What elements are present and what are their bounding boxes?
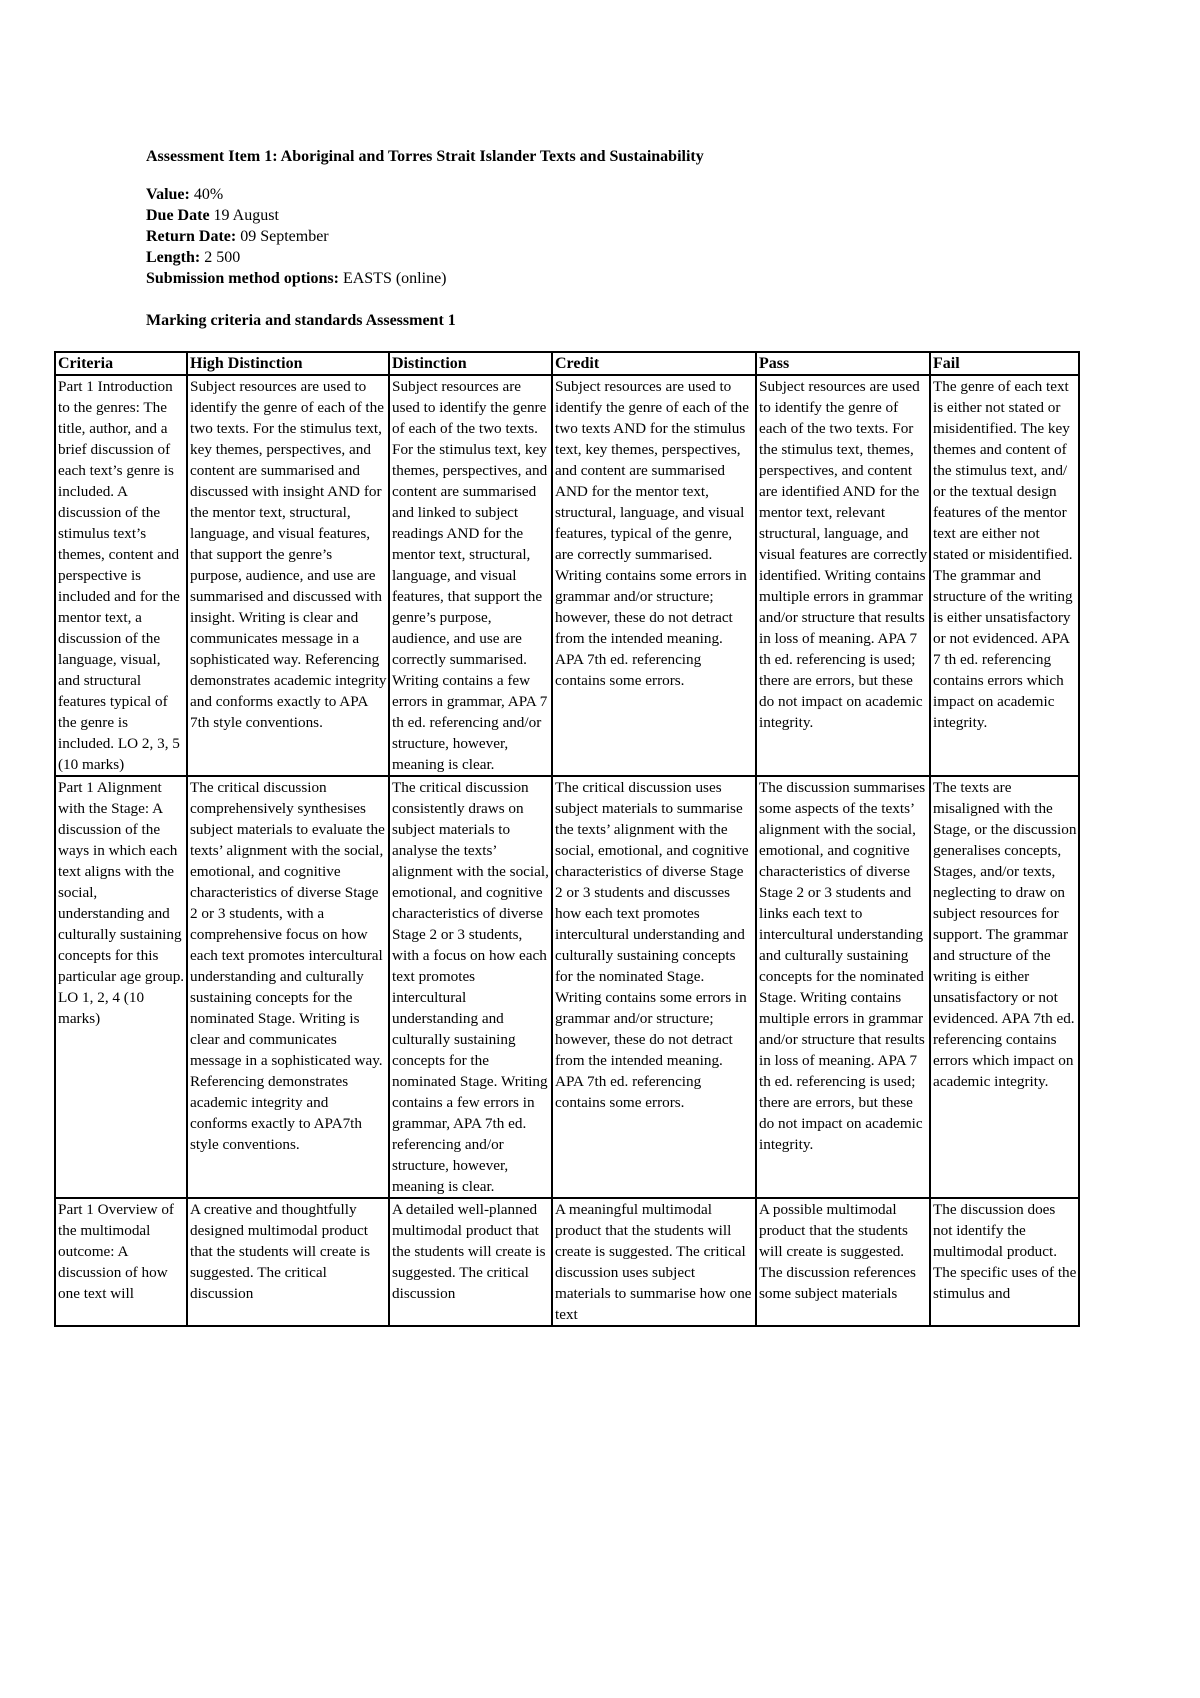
pass-cell: The discussion summarises some aspects of the texts’ alignment with the social, emotional, and cognitive characteristics of diverse Stage 2 or 3 students and links each text to intercultural understanding and culturally sustaining concepts for the nominated Stage. Writing contains multiple errors in grammar and/or structure that results in loss of meaning. APA 7 th ed. referencing is used; there are errors, but these do not impact on academic integrity. xyxy=(756,776,930,1198)
table-row xyxy=(55,1198,1079,1326)
assessment-title: Assessment Item 1: Aboriginal and Torres Strait Islander Texts and Sustainability xyxy=(146,148,704,165)
rubric-header-row xyxy=(55,352,1079,375)
criteria-heading: Marking criteria and standards Assessment 1 xyxy=(146,312,456,329)
high-distinction-cell: A creative and thoughtfully designed multimodal product that the students will create is suggested. The critical discussion xyxy=(187,1198,389,1326)
criteria-cell: Part 1 Overview of the multimodal outcome: A discussion of how one text will xyxy=(55,1198,187,1326)
header-high-distinction: High Distinction xyxy=(187,352,389,375)
meta-text: 09 September xyxy=(236,228,329,245)
meta-text: 19 August xyxy=(209,207,279,224)
credit-cell: Subject resources are used to identify the genre of each of the two texts AND for the stimulus text, key themes, perspectives, and content are summarised AND for the mentor text, structural, language, and visual features, typical of the genre, are correctly summarised. Writing contains some errors in grammar and/or structure; however, these do not detract from the intended meaning. APA 7th ed. referencing contains some errors. xyxy=(552,375,756,776)
header-criteria: Criteria xyxy=(55,352,187,375)
high-distinction-cell: The critical discussion comprehensively synthesises subject materials to evaluate the texts’ alignment with the social, emotional, and cognitive characteristics of diverse Stage 2 or 3 students, with a comprehensive focus on how each text promotes intercultural understanding and culturally sustaining concepts for the nominated Stage. Writing is clear and communicates message in a sophisticated way. Referencing demonstrates academic integrity and conforms exactly to APA7th style conventions. xyxy=(187,776,389,1198)
distinction-cell: The critical discussion consistently draws on subject materials to analyse the texts’ alignment with the social, emotional, and cognitive characteristics of diverse Stage 2 or 3 students, with a focus on how each text promotes intercultural understanding and culturally sustaining concepts for the nominated Stage. Writing contains a few errors in grammar, APA 7th ed. referencing and/or structure, however, meaning is clear. xyxy=(389,776,552,1198)
table-row xyxy=(55,375,1079,776)
high-distinction-cell: Subject resources are used to identify the genre of each of the two texts. For the stimulus text, key themes, perspectives, and content are summarised and discussed with insight AND for the mentor text, structural, language, and visual features, that support the genre’s purpose, audience, and use are summarised and discussed with insight. Writing is clear and communicates message in a sophisticated way. Referencing demonstrates academic integrity and conforms exactly to APA 7th style conventions. xyxy=(187,375,389,776)
fail-cell: The discussion does not identify the multimodal product. The specific uses of the stimulus and xyxy=(930,1198,1079,1326)
meta-text: 40% xyxy=(189,186,224,203)
header-fail: Fail xyxy=(930,352,1079,375)
meta-text: 2 500 xyxy=(200,249,241,266)
credit-cell: The critical discussion uses subject materials to summarise the texts’ alignment with the social, emotional, and cognitive characteristics of diverse Stage 2 or 3 students and discusses how each text promotes intercultural understanding and culturally sustaining concepts for the nominated Stage. Writing contains some errors in grammar and/or structure; however, these do not detract from the intended meaning. APA 7th ed. referencing contains some errors. xyxy=(552,776,756,1198)
meta-label: Due Date xyxy=(146,207,210,224)
criteria-cell: Part 1 Alignment with the Stage: A discussion of the ways in which each text aligns with the social, understanding and culturally sustaining concepts for this particular age group. LO 1, 2, 4 (10 marks) xyxy=(55,776,187,1198)
table-row xyxy=(55,776,1079,1198)
header-distinction: Distinction xyxy=(389,352,552,375)
credit-cell: A meaningful multimodal product that the students will create is suggested. The critical discussion uses subject materials to summarise how one text xyxy=(552,1198,756,1326)
fail-cell: The texts are misaligned with the Stage, or the discussion generalises concepts, Stages, and/or texts, neglecting to draw on subject resources for support. The grammar and structure of the writing is either unsatisfactory or not evidenced. APA 7th ed. referencing contains errors which impact on academic integrity. xyxy=(930,776,1079,1198)
pass-cell: Subject resources are used to identify the genre of each of the two texts. For the stimulus text, themes, perspectives, and content are identified AND for the mentor text, relevant structural, language, and visual features are correctly identified. Writing contains multiple errors in grammar and/or structure that results in loss of meaning. APA 7 th ed. referencing is used; there are errors, but these do not impact on academic integrity. xyxy=(756,375,930,776)
meta-label: Submission method options: xyxy=(146,270,339,287)
header-credit: Credit xyxy=(552,352,756,375)
fail-cell: The genre of each text is either not stated or misidentified. The key themes and content of the stimulus text, and/ or the textual design features of the mentor text are either not stated or misidentified. The grammar and structure of the writing is either unsatisfactory or not evidenced. APA 7 th ed. referencing contains errors which impact on academic integrity. xyxy=(930,375,1079,776)
pass-cell: A possible multimodal product that the students will create is suggested. The discussion references some subject materials xyxy=(756,1198,930,1326)
distinction-cell: A detailed well-planned multimodal product that the students will create is suggested. The critical discussion xyxy=(389,1198,552,1326)
criteria-cell: Part 1 Introduction to the genres: The title, author, and a brief discussion of each text’s genre is included. A discussion of the stimulus text’s themes, content and perspective is included and for the mentor text, a discussion of the language, visual, and structural features typical of the genre is included. LO 2, 3, 5 (10 marks) xyxy=(55,375,187,776)
header-pass: Pass xyxy=(756,352,930,375)
meta-label: Length: xyxy=(146,249,201,266)
meta-label: Return Date: xyxy=(146,228,237,245)
meta-label: Value: xyxy=(146,186,190,203)
rubric-table xyxy=(54,351,1080,1327)
meta-text: EASTS (online) xyxy=(338,270,447,287)
distinction-cell: Subject resources are used to identify the genre of each of the two texts. For the stimulus text, key themes, perspectives, and content are summarised and linked to subject readings AND for the mentor text, structural, language, and visual features, that support the genre’s purpose, audience, and use are correctly summarised. Writing contains a few errors in grammar, APA 7 th ed. referencing and/or structure, however, meaning is clear. xyxy=(389,375,552,776)
